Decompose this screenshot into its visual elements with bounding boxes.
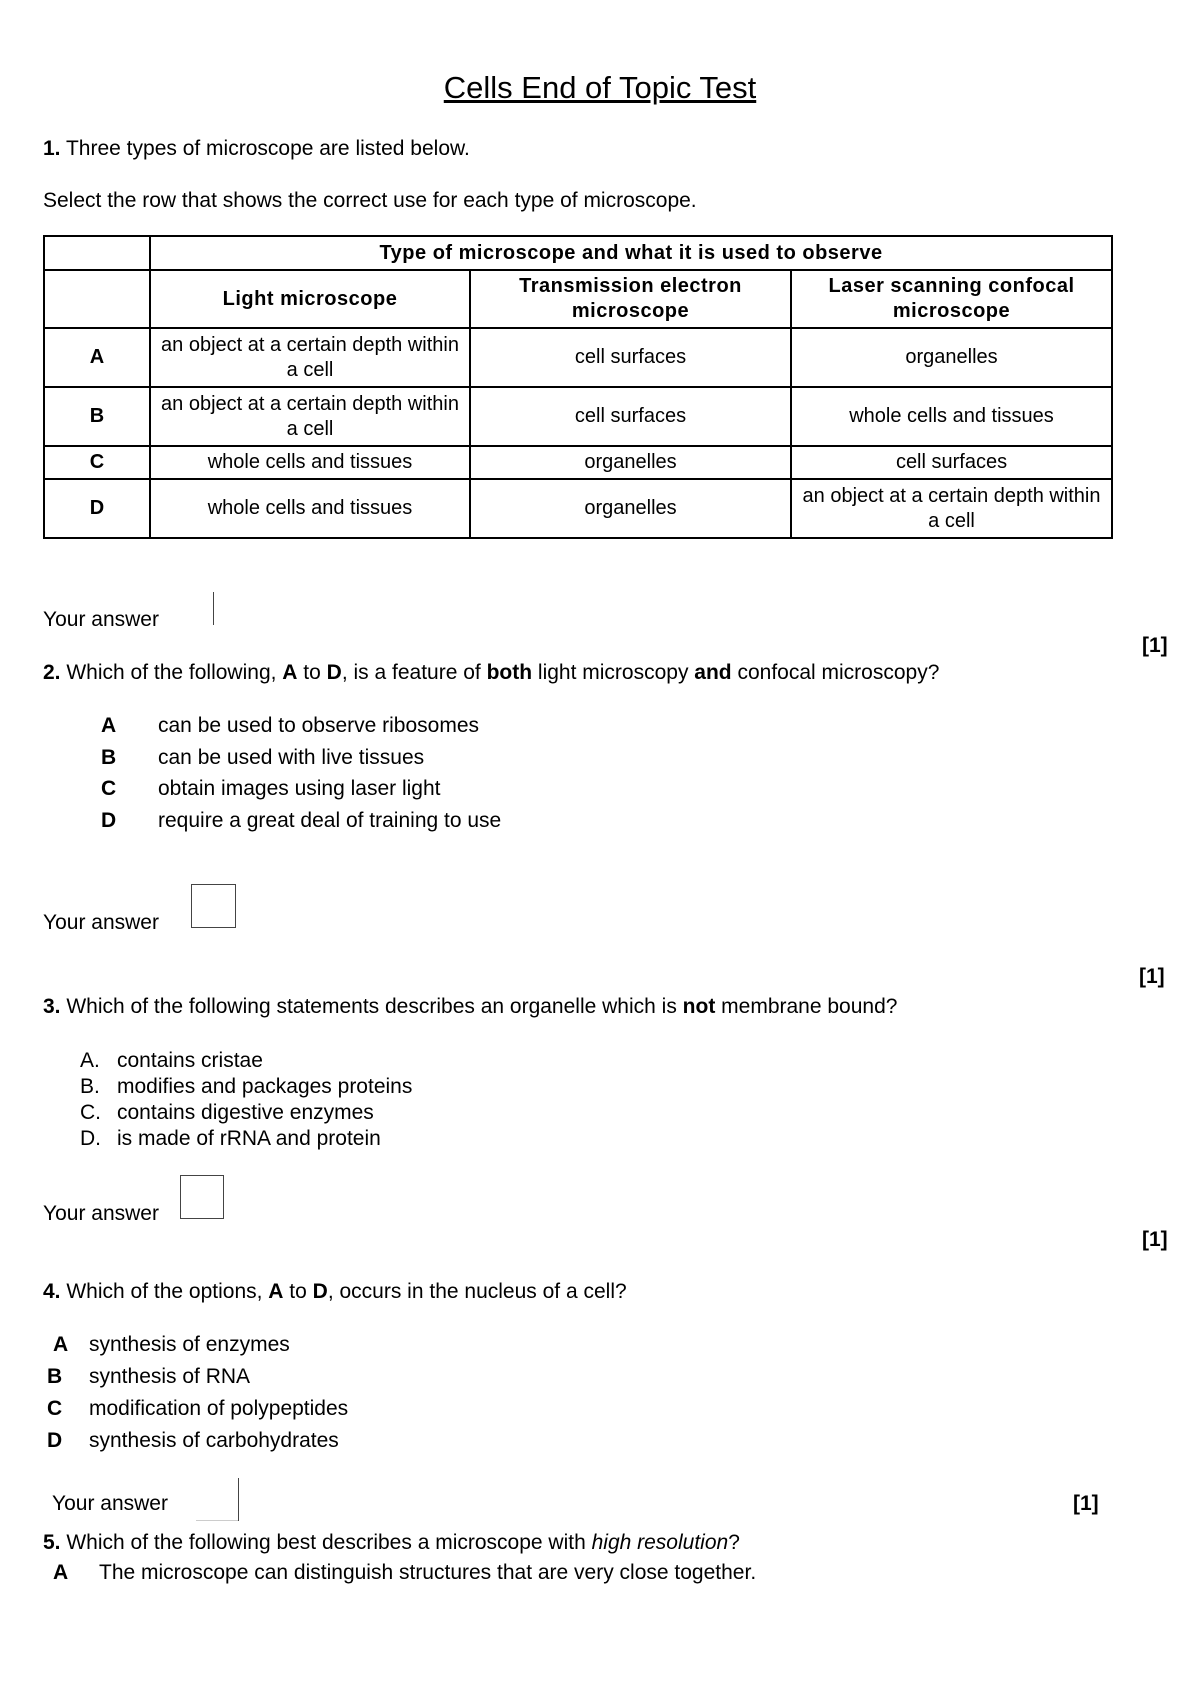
answer-box-q2[interactable]: [191, 884, 236, 928]
option-text: can be used with live tissues: [158, 746, 425, 769]
answer-label: Your answer: [52, 1492, 168, 1515]
option-text: contains digestive enzymes: [117, 1101, 374, 1124]
microscope-table: [43, 235, 1113, 539]
question-text-bold: both: [486, 661, 533, 684]
option-letter: B.: [80, 1075, 100, 1098]
option-text: is made of rRNA and protein: [117, 1127, 381, 1150]
question-number: 2.: [43, 661, 61, 684]
option-letter: A: [101, 714, 117, 737]
option-letter: D: [47, 1429, 63, 1452]
option-text: obtain images using laser light: [158, 777, 441, 800]
row-label: A: [44, 328, 150, 387]
column-header: Transmission electron microscope: [470, 270, 791, 328]
option-letter: B: [101, 746, 117, 769]
option-text: synthesis of RNA: [89, 1365, 251, 1388]
column-header: Laser scanning confocal microscope: [791, 270, 1112, 328]
question-1-prompt: [43, 137, 470, 161]
option-letter: C: [101, 777, 117, 800]
option-text: can be used to observe ribosomes: [158, 714, 480, 737]
table-cell: organelles: [470, 479, 791, 538]
question-3-prompt: [43, 995, 897, 1019]
option-text: require a great deal of training to use: [158, 809, 502, 832]
question-5-prompt: [43, 1531, 740, 1555]
table-row: [44, 328, 1112, 387]
answer-box-q3[interactable]: [180, 1175, 224, 1219]
table-cell: cell surfaces: [791, 446, 1112, 479]
column-header: Light microscope: [150, 270, 470, 328]
option-letter: B: [47, 1365, 63, 1388]
question-text: Which of the following,: [60, 661, 283, 684]
row-label: D: [44, 479, 150, 538]
question-text-bold: not: [682, 995, 716, 1018]
row-label: C: [44, 446, 150, 479]
option-text: synthesis of carbohydrates: [89, 1429, 339, 1452]
question-text: membrane bound?: [715, 995, 898, 1018]
option-text: synthesis of enzymes: [89, 1333, 290, 1356]
answer-box-q4[interactable]: [238, 1478, 239, 1521]
table-cell: organelles: [470, 446, 791, 479]
option-letter: A.: [80, 1049, 100, 1072]
mark-allocation: [1]: [1139, 965, 1165, 988]
table-cell: cell surfaces: [470, 387, 791, 446]
page-title: Cells End of Topic Test: [443, 70, 757, 105]
option-text: The microscope can distinguish structures that are very close together.: [99, 1561, 757, 1584]
table-corner-cell: [44, 236, 150, 270]
table-cell: an object at a certain depth within a cell: [791, 479, 1112, 538]
question-text: Which of the following best describes a microscope with: [60, 1531, 592, 1554]
question-text: , is a feature of: [341, 661, 487, 684]
answer-label: Your answer: [43, 608, 159, 631]
question-1-instruction: Select the row that shows the correct use for each type of microscope.: [43, 189, 697, 212]
table-cell: an object at a certain depth within a cell: [150, 328, 470, 387]
question-text-bold: A: [268, 1280, 284, 1303]
option-letter: A: [53, 1333, 69, 1356]
table-corner-cell: [44, 270, 150, 328]
question-text-bold: A: [282, 661, 298, 684]
option-text: modification of polypeptides: [89, 1397, 349, 1420]
table-row: [44, 479, 1112, 538]
mark-allocation: [1]: [1073, 1492, 1099, 1515]
question-text: to: [297, 661, 327, 684]
table-cell: cell surfaces: [470, 328, 791, 387]
question-text-bold: D: [312, 1280, 328, 1303]
option-letter: D.: [80, 1127, 101, 1150]
question-text: to: [283, 1280, 313, 1303]
mark-allocation: [1]: [1142, 1228, 1168, 1251]
table-cell: whole cells and tissues: [150, 446, 470, 479]
table-row: [44, 387, 1112, 446]
table-cell: whole cells and tissues: [791, 387, 1112, 446]
table-cell: whole cells and tissues: [150, 479, 470, 538]
question-4-prompt: [43, 1280, 627, 1304]
table-row: [44, 446, 1112, 479]
question-text: , occurs in the nucleus of a cell?: [327, 1280, 627, 1303]
question-text: light microscopy: [532, 661, 695, 684]
table-cell: an object at a certain depth within a cell: [150, 387, 470, 446]
question-text: Three types of microscope are listed below.: [65, 137, 470, 160]
option-letter: D: [101, 809, 117, 832]
question-2-prompt: [43, 661, 939, 685]
option-letter: C.: [80, 1101, 101, 1124]
option-text: modifies and packages proteins: [117, 1075, 413, 1098]
mark-allocation: [1]: [1142, 634, 1168, 657]
question-text-bold: and: [694, 661, 732, 684]
question-text: ?: [728, 1531, 740, 1554]
question-text-italic: high resolution: [591, 1531, 729, 1554]
question-text: Which of the following statements describes an organelle which is: [60, 995, 683, 1018]
question-number: 3.: [43, 995, 61, 1018]
answer-label: Your answer: [43, 911, 159, 934]
table-cell: organelles: [791, 328, 1112, 387]
answer-box-q1[interactable]: [213, 592, 214, 625]
table-group-header: Type of microscope and what it is used to observe: [150, 236, 1112, 270]
question-number: 4.: [43, 1280, 61, 1303]
option-text: contains cristae: [117, 1049, 263, 1072]
question-number: 1.: [43, 137, 61, 160]
row-label: B: [44, 387, 150, 446]
answer-box-q4-base: [196, 1520, 238, 1521]
question-text: Which of the options,: [60, 1280, 269, 1303]
option-letter: A: [53, 1561, 69, 1584]
question-text: confocal microscopy?: [731, 661, 940, 684]
answer-label: Your answer: [43, 1202, 159, 1225]
question-number: 5.: [43, 1531, 61, 1554]
option-letter: C: [47, 1397, 63, 1420]
question-text-bold: D: [326, 661, 342, 684]
